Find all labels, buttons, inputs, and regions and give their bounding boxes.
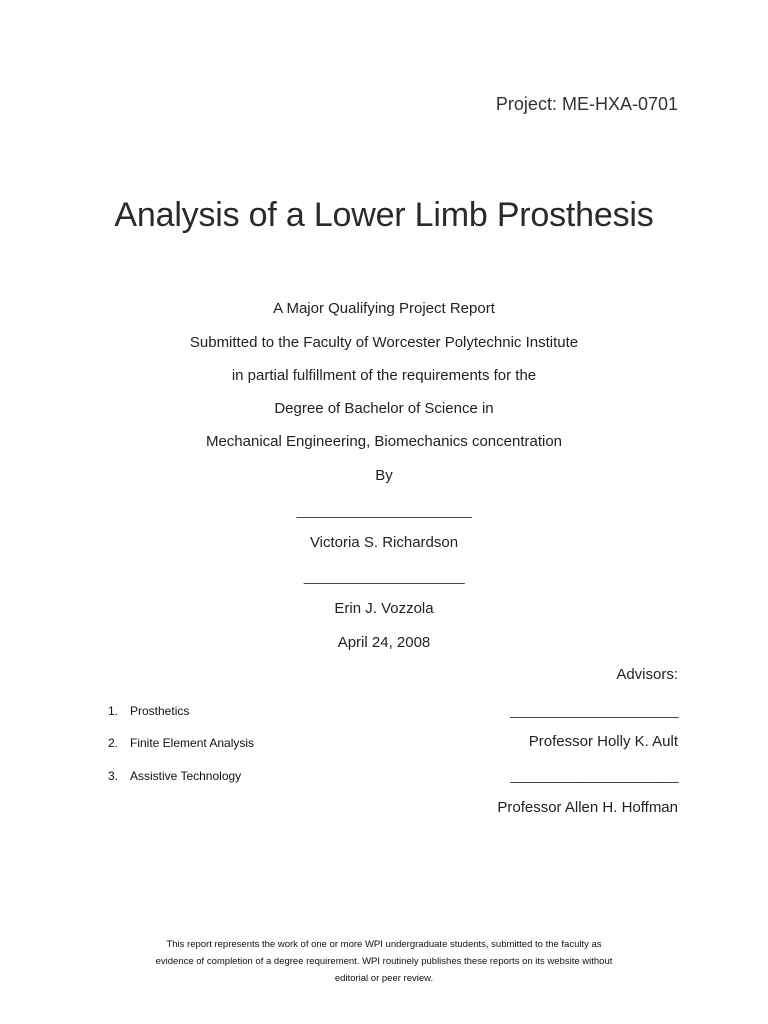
keyword-label: Prosthetics <box>130 704 190 718</box>
footer-line-1: This report represents the work of one or more WPI undergraduate students, submitted to the faculty as <box>166 939 602 950</box>
advisor-2-name: Professor Allen H. Hoffman <box>497 799 678 816</box>
report-date: April 24, 2008 <box>337 634 431 651</box>
subtitle-line-1: A Major Qualifying Project Report <box>273 300 495 317</box>
advisor-1-name: Professor Holly K. Ault <box>528 733 678 750</box>
author-1-name: Victoria S. Richardson <box>309 534 459 551</box>
author-1-signature-line: ________________________ <box>296 502 472 518</box>
footer-disclaimer <box>0 936 768 987</box>
keyword-number: 1. <box>108 704 119 718</box>
keyword-item <box>108 704 189 718</box>
author-2-name: Erin J. Vozzola <box>334 600 434 617</box>
footer-line-2: evidence of completion of a degree requirement. WPI routinely publishes these reports on its website without <box>155 956 613 967</box>
advisor-2-signature-line: _______________________ <box>510 767 678 783</box>
subtitle-line-5: Mechanical Engineering, Biomechanics concentration <box>205 433 563 450</box>
project-id: Project: ME-HXA-0701 <box>495 94 678 114</box>
subtitle-line-3: in partial fulfillment of the requirements for the <box>231 367 537 384</box>
by-label: By <box>375 467 393 484</box>
footer-line-3: editorial or peer review. <box>334 973 434 984</box>
keyword-item <box>108 769 241 783</box>
advisors-heading: Advisors: <box>616 666 678 683</box>
author-2-signature-line: ______________________ <box>303 568 465 584</box>
keyword-label: Finite Element Analysis <box>130 736 255 750</box>
keyword-item <box>108 736 254 750</box>
keyword-number: 3. <box>108 769 119 783</box>
report-title: Analysis of a Lower Limb Prosthesis <box>114 196 654 234</box>
subtitle-line-2: Submitted to the Faculty of Worcester Polytechnic Institute <box>189 334 579 351</box>
keyword-number: 2. <box>108 736 119 750</box>
keyword-label: Assistive Technology <box>130 769 242 783</box>
advisor-1-signature-line: _______________________ <box>510 702 678 718</box>
subtitle-line-4: Degree of Bachelor of Science in <box>274 400 494 417</box>
